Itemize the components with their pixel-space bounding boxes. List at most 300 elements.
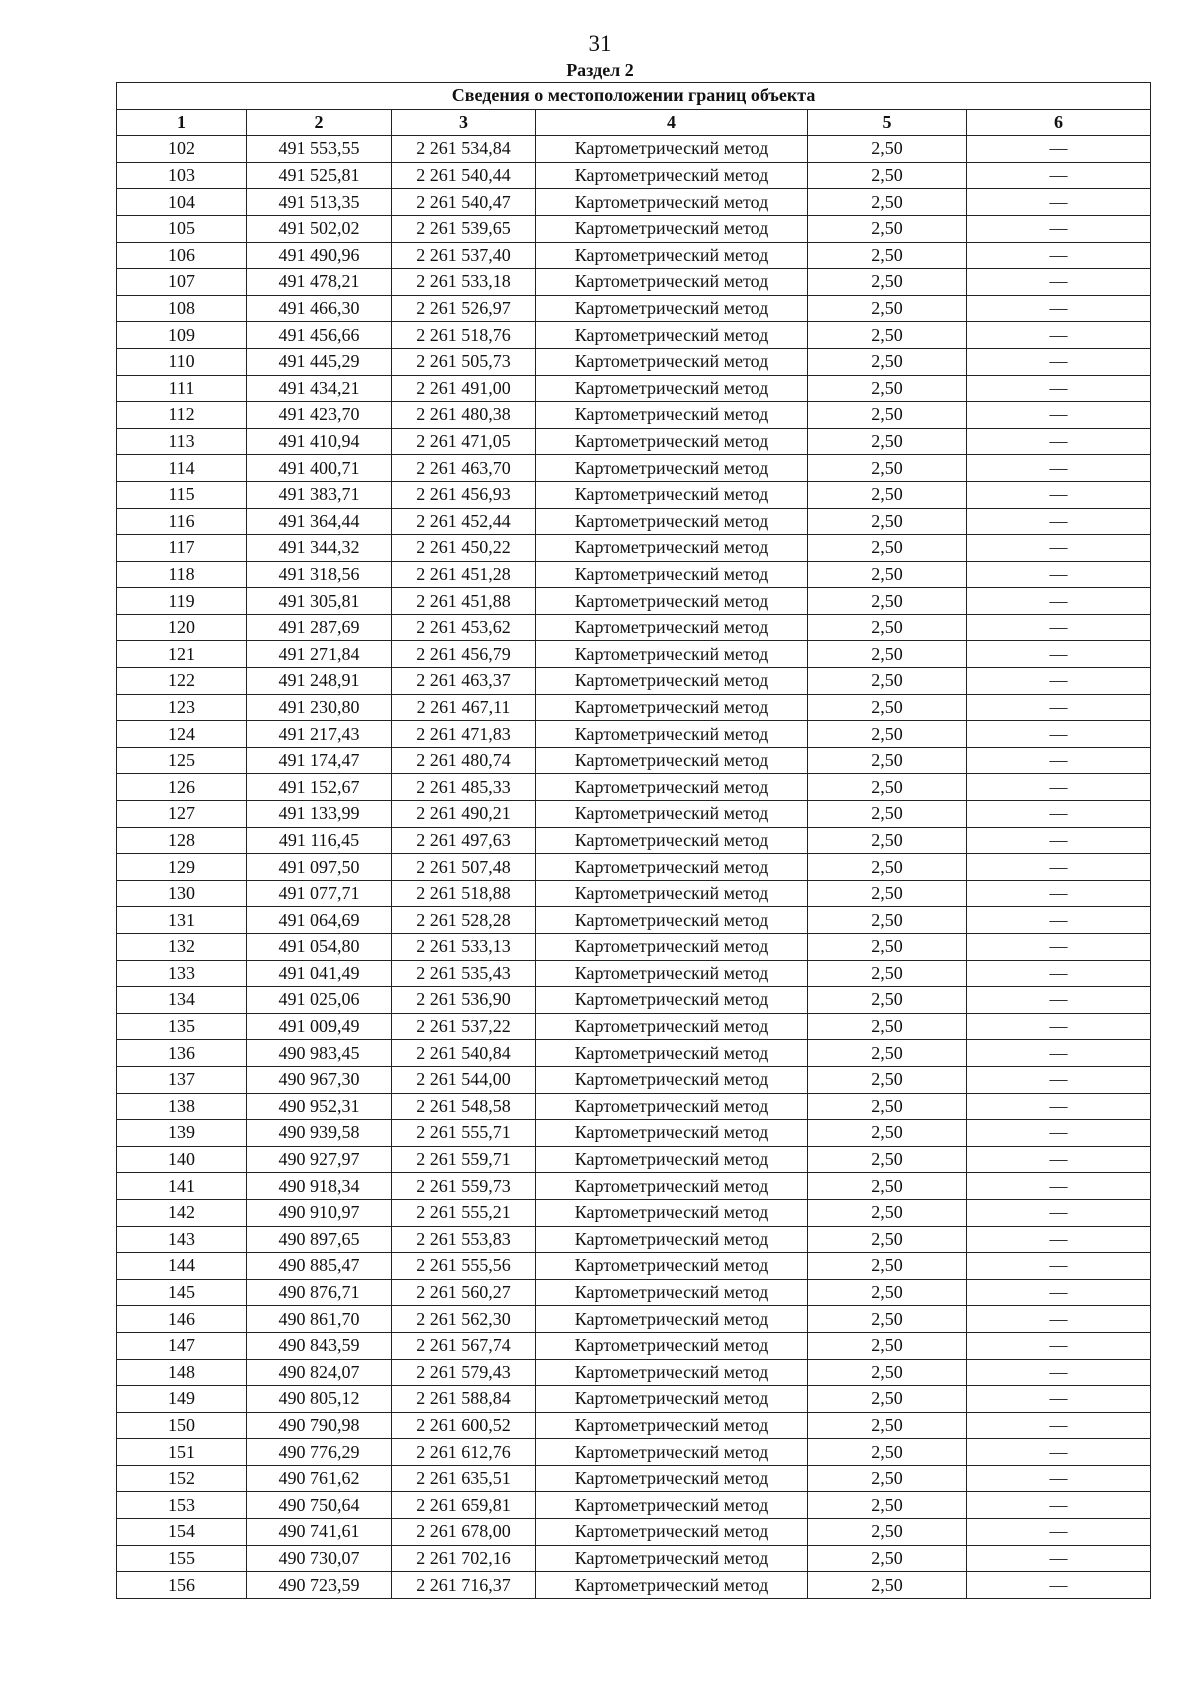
- x-coordinate-cell: 490 843,59: [247, 1332, 392, 1359]
- y-coordinate-cell: 2 261 533,13: [392, 934, 536, 961]
- y-coordinate-cell: 2 261 555,71: [392, 1120, 536, 1147]
- accuracy-cell: 2,50: [808, 1359, 967, 1386]
- method-cell: Картометрический метод: [536, 987, 808, 1014]
- accuracy-cell: 2,50: [808, 1332, 967, 1359]
- x-coordinate-cell: 491 217,43: [247, 721, 392, 748]
- description-cell: —: [967, 774, 1151, 801]
- x-coordinate-cell: 491 318,56: [247, 561, 392, 588]
- point-number-cell: 103: [117, 162, 247, 189]
- accuracy-cell: 2,50: [808, 934, 967, 961]
- point-number-cell: 156: [117, 1572, 247, 1599]
- point-number-cell: 112: [117, 402, 247, 429]
- description-cell: —: [967, 694, 1151, 721]
- method-cell: Картометрический метод: [536, 774, 808, 801]
- method-cell: Картометрический метод: [536, 721, 808, 748]
- point-number-cell: 132: [117, 934, 247, 961]
- method-cell: Картометрический метод: [536, 136, 808, 163]
- accuracy-cell: 2,50: [808, 747, 967, 774]
- x-coordinate-cell: 490 761,62: [247, 1465, 392, 1492]
- point-number-cell: 118: [117, 561, 247, 588]
- x-coordinate-cell: 490 824,07: [247, 1359, 392, 1386]
- y-coordinate-cell: 2 261 559,73: [392, 1173, 536, 1200]
- point-number-cell: 124: [117, 721, 247, 748]
- x-coordinate-cell: 491 116,45: [247, 827, 392, 854]
- method-cell: Картометрический метод: [536, 269, 808, 296]
- description-cell: —: [967, 934, 1151, 961]
- x-coordinate-cell: 491 097,50: [247, 854, 392, 881]
- x-coordinate-cell: 491 478,21: [247, 269, 392, 296]
- y-coordinate-cell: 2 261 659,81: [392, 1492, 536, 1519]
- x-coordinate-cell: 490 967,30: [247, 1066, 392, 1093]
- description-cell: —: [967, 1332, 1151, 1359]
- point-number-cell: 141: [117, 1173, 247, 1200]
- accuracy-cell: 2,50: [808, 1465, 967, 1492]
- point-number-cell: 134: [117, 987, 247, 1014]
- description-cell: —: [967, 215, 1151, 242]
- method-cell: Картометрический метод: [536, 1332, 808, 1359]
- accuracy-cell: 2,50: [808, 588, 967, 615]
- y-coordinate-cell: 2 261 579,43: [392, 1359, 536, 1386]
- y-coordinate-cell: 2 261 539,65: [392, 215, 536, 242]
- accuracy-cell: 2,50: [808, 641, 967, 668]
- point-number-cell: 113: [117, 428, 247, 455]
- description-cell: —: [967, 1013, 1151, 1040]
- y-coordinate-cell: 2 261 505,73: [392, 348, 536, 375]
- table-row: [117, 375, 1151, 402]
- accuracy-cell: 2,50: [808, 1492, 967, 1519]
- x-coordinate-cell: 491 423,70: [247, 402, 392, 429]
- description-cell: —: [967, 1146, 1151, 1173]
- point-number-cell: 151: [117, 1439, 247, 1466]
- x-coordinate-cell: 491 344,32: [247, 535, 392, 562]
- point-number-cell: 117: [117, 535, 247, 562]
- x-coordinate-cell: 491 383,71: [247, 481, 392, 508]
- y-coordinate-cell: 2 261 537,40: [392, 242, 536, 269]
- y-coordinate-cell: 2 261 463,70: [392, 455, 536, 482]
- method-cell: Картометрический метод: [536, 588, 808, 615]
- table-row: [117, 1332, 1151, 1359]
- x-coordinate-cell: 491 490,96: [247, 242, 392, 269]
- accuracy-cell: 2,50: [808, 1386, 967, 1413]
- method-cell: Картометрический метод: [536, 668, 808, 695]
- description-cell: —: [967, 747, 1151, 774]
- method-cell: Картометрический метод: [536, 1199, 808, 1226]
- y-coordinate-cell: 2 261 678,00: [392, 1519, 536, 1546]
- table-row: [117, 1279, 1151, 1306]
- x-coordinate-cell: 491 230,80: [247, 694, 392, 721]
- method-cell: Картометрический метод: [536, 907, 808, 934]
- y-coordinate-cell: 2 261 588,84: [392, 1386, 536, 1413]
- accuracy-cell: 2,50: [808, 348, 967, 375]
- accuracy-cell: 2,50: [808, 1146, 967, 1173]
- table-row: [117, 561, 1151, 588]
- description-cell: —: [967, 348, 1151, 375]
- table-row: [117, 880, 1151, 907]
- x-coordinate-cell: 491 445,29: [247, 348, 392, 375]
- method-cell: Картометрический метод: [536, 295, 808, 322]
- method-cell: Картометрический метод: [536, 481, 808, 508]
- point-number-cell: 139: [117, 1120, 247, 1147]
- accuracy-cell: 2,50: [808, 322, 967, 349]
- accuracy-cell: 2,50: [808, 215, 967, 242]
- table-row: [117, 1146, 1151, 1173]
- point-number-cell: 122: [117, 668, 247, 695]
- description-cell: —: [967, 428, 1151, 455]
- accuracy-cell: 2,50: [808, 1199, 967, 1226]
- accuracy-cell: 2,50: [808, 827, 967, 854]
- accuracy-cell: 2,50: [808, 402, 967, 429]
- method-cell: Картометрический метод: [536, 1412, 808, 1439]
- description-cell: —: [967, 269, 1151, 296]
- table-title-row: [117, 83, 1151, 110]
- method-cell: Картометрический метод: [536, 880, 808, 907]
- method-cell: Картометрический метод: [536, 1545, 808, 1572]
- method-cell: Картометрический метод: [536, 375, 808, 402]
- table-row: [117, 641, 1151, 668]
- y-coordinate-cell: 2 261 471,05: [392, 428, 536, 455]
- y-coordinate-cell: 2 261 612,76: [392, 1439, 536, 1466]
- y-coordinate-cell: 2 261 491,00: [392, 375, 536, 402]
- accuracy-cell: 2,50: [808, 508, 967, 535]
- description-cell: —: [967, 854, 1151, 881]
- description-cell: —: [967, 960, 1151, 987]
- description-cell: —: [967, 1519, 1151, 1546]
- point-number-cell: 110: [117, 348, 247, 375]
- table-row: [117, 960, 1151, 987]
- x-coordinate-cell: 491 456,66: [247, 322, 392, 349]
- table-row: [117, 189, 1151, 216]
- y-coordinate-cell: 2 261 518,88: [392, 880, 536, 907]
- point-number-cell: 114: [117, 455, 247, 482]
- point-number-cell: 138: [117, 1093, 247, 1120]
- accuracy-cell: 2,50: [808, 375, 967, 402]
- x-coordinate-cell: 491 041,49: [247, 960, 392, 987]
- description-cell: —: [967, 375, 1151, 402]
- accuracy-cell: 2,50: [808, 481, 967, 508]
- x-coordinate-cell: 490 939,58: [247, 1120, 392, 1147]
- point-number-cell: 140: [117, 1146, 247, 1173]
- x-coordinate-cell: 491 287,69: [247, 614, 392, 641]
- method-cell: Картометрический метод: [536, 1572, 808, 1599]
- column-header: 3: [392, 109, 536, 136]
- x-coordinate-cell: 491 174,47: [247, 747, 392, 774]
- x-coordinate-cell: 490 876,71: [247, 1279, 392, 1306]
- y-coordinate-cell: 2 261 526,97: [392, 295, 536, 322]
- point-number-cell: 115: [117, 481, 247, 508]
- y-coordinate-cell: 2 261 451,28: [392, 561, 536, 588]
- table-row: [117, 428, 1151, 455]
- description-cell: —: [967, 1412, 1151, 1439]
- method-cell: Картометрический метод: [536, 242, 808, 269]
- description-cell: —: [967, 561, 1151, 588]
- y-coordinate-cell: 2 261 562,30: [392, 1306, 536, 1333]
- accuracy-cell: 2,50: [808, 614, 967, 641]
- x-coordinate-cell: 490 927,97: [247, 1146, 392, 1173]
- point-number-cell: 148: [117, 1359, 247, 1386]
- x-coordinate-cell: 490 885,47: [247, 1253, 392, 1280]
- accuracy-cell: 2,50: [808, 269, 967, 296]
- accuracy-cell: 2,50: [808, 1412, 967, 1439]
- y-coordinate-cell: 2 261 480,38: [392, 402, 536, 429]
- accuracy-cell: 2,50: [808, 162, 967, 189]
- accuracy-cell: 2,50: [808, 1066, 967, 1093]
- table-row: [117, 136, 1151, 163]
- section-title: Раздел 2: [566, 60, 634, 80]
- y-coordinate-cell: 2 261 518,76: [392, 322, 536, 349]
- accuracy-cell: 2,50: [808, 721, 967, 748]
- accuracy-cell: 2,50: [808, 1545, 967, 1572]
- y-coordinate-cell: 2 261 533,18: [392, 269, 536, 296]
- description-cell: —: [967, 1359, 1151, 1386]
- boundary-coordinates-table: [116, 82, 1151, 1599]
- table-row: [117, 1253, 1151, 1280]
- y-coordinate-cell: 2 261 544,00: [392, 1066, 536, 1093]
- table-row: [117, 588, 1151, 615]
- point-number-cell: 109: [117, 322, 247, 349]
- accuracy-cell: 2,50: [808, 1226, 967, 1253]
- point-number-cell: 106: [117, 242, 247, 269]
- description-cell: —: [967, 1199, 1151, 1226]
- table-row: [117, 721, 1151, 748]
- accuracy-cell: 2,50: [808, 428, 967, 455]
- accuracy-cell: 2,50: [808, 242, 967, 269]
- point-number-cell: 131: [117, 907, 247, 934]
- y-coordinate-cell: 2 261 536,90: [392, 987, 536, 1014]
- description-cell: —: [967, 535, 1151, 562]
- description-cell: —: [967, 322, 1151, 349]
- table-row: [117, 348, 1151, 375]
- x-coordinate-cell: 491 553,55: [247, 136, 392, 163]
- description-cell: —: [967, 136, 1151, 163]
- table-row: [117, 934, 1151, 961]
- description-cell: —: [967, 987, 1151, 1014]
- y-coordinate-cell: 2 261 480,74: [392, 747, 536, 774]
- point-number-cell: 142: [117, 1199, 247, 1226]
- y-coordinate-cell: 2 261 540,44: [392, 162, 536, 189]
- y-coordinate-cell: 2 261 507,48: [392, 854, 536, 881]
- table-title: Сведения о местоположении границ объекта: [117, 83, 1151, 110]
- x-coordinate-cell: 490 750,64: [247, 1492, 392, 1519]
- table-row: [117, 668, 1151, 695]
- description-cell: —: [967, 1120, 1151, 1147]
- x-coordinate-cell: 491 410,94: [247, 428, 392, 455]
- accuracy-cell: 2,50: [808, 136, 967, 163]
- table-row: [117, 1519, 1151, 1546]
- y-coordinate-cell: 2 261 716,37: [392, 1572, 536, 1599]
- table-row: [117, 694, 1151, 721]
- description-cell: —: [967, 1279, 1151, 1306]
- y-coordinate-cell: 2 261 451,88: [392, 588, 536, 615]
- accuracy-cell: 2,50: [808, 774, 967, 801]
- accuracy-cell: 2,50: [808, 1040, 967, 1067]
- y-coordinate-cell: 2 261 548,58: [392, 1093, 536, 1120]
- method-cell: Картометрический метод: [536, 215, 808, 242]
- table-row: [117, 1412, 1151, 1439]
- x-coordinate-cell: 490 983,45: [247, 1040, 392, 1067]
- table-row: [117, 854, 1151, 881]
- x-coordinate-cell: 491 513,35: [247, 189, 392, 216]
- y-coordinate-cell: 2 261 528,28: [392, 907, 536, 934]
- accuracy-cell: 2,50: [808, 854, 967, 881]
- y-coordinate-cell: 2 261 534,84: [392, 136, 536, 163]
- y-coordinate-cell: 2 261 600,52: [392, 1412, 536, 1439]
- method-cell: Картометрический метод: [536, 694, 808, 721]
- method-cell: Картометрический метод: [536, 535, 808, 562]
- accuracy-cell: 2,50: [808, 880, 967, 907]
- x-coordinate-cell: 491 466,30: [247, 295, 392, 322]
- method-cell: Картометрический метод: [536, 1120, 808, 1147]
- description-cell: —: [967, 1066, 1151, 1093]
- y-coordinate-cell: 2 261 553,83: [392, 1226, 536, 1253]
- point-number-cell: 144: [117, 1253, 247, 1280]
- method-cell: Картометрический метод: [536, 1040, 808, 1067]
- x-coordinate-cell: 491 009,49: [247, 1013, 392, 1040]
- method-cell: Картометрический метод: [536, 1093, 808, 1120]
- method-cell: Картометрический метод: [536, 1386, 808, 1413]
- description-cell: —: [967, 907, 1151, 934]
- page-number: 31: [588, 31, 612, 56]
- description-cell: —: [967, 1572, 1151, 1599]
- point-number-cell: 146: [117, 1306, 247, 1333]
- point-number-cell: 127: [117, 801, 247, 828]
- table-row: [117, 1120, 1151, 1147]
- method-cell: Картометрический метод: [536, 934, 808, 961]
- method-cell: Картометрический метод: [536, 614, 808, 641]
- table-row: [117, 1465, 1151, 1492]
- method-cell: Картометрический метод: [536, 641, 808, 668]
- x-coordinate-cell: 491 400,71: [247, 455, 392, 482]
- accuracy-cell: 2,50: [808, 535, 967, 562]
- description-cell: —: [967, 1465, 1151, 1492]
- point-number-cell: 135: [117, 1013, 247, 1040]
- method-cell: Картометрический метод: [536, 1226, 808, 1253]
- point-number-cell: 107: [117, 269, 247, 296]
- table-row: [117, 1173, 1151, 1200]
- table-row: [117, 1572, 1151, 1599]
- method-cell: Картометрический метод: [536, 1279, 808, 1306]
- column-header: 5: [808, 109, 967, 136]
- point-number-cell: 102: [117, 136, 247, 163]
- method-cell: Картометрический метод: [536, 1253, 808, 1280]
- description-cell: —: [967, 1306, 1151, 1333]
- point-number-cell: 126: [117, 774, 247, 801]
- accuracy-cell: 2,50: [808, 1572, 967, 1599]
- column-header: 4: [536, 109, 808, 136]
- x-coordinate-cell: 490 805,12: [247, 1386, 392, 1413]
- description-cell: —: [967, 1439, 1151, 1466]
- description-cell: —: [967, 801, 1151, 828]
- point-number-cell: 128: [117, 827, 247, 854]
- method-cell: Картометрический метод: [536, 189, 808, 216]
- description-cell: —: [967, 1226, 1151, 1253]
- y-coordinate-cell: 2 261 540,84: [392, 1040, 536, 1067]
- point-number-cell: 116: [117, 508, 247, 535]
- point-number-cell: 152: [117, 1465, 247, 1492]
- x-coordinate-cell: 490 861,70: [247, 1306, 392, 1333]
- y-coordinate-cell: 2 261 567,74: [392, 1332, 536, 1359]
- point-number-cell: 153: [117, 1492, 247, 1519]
- description-cell: —: [967, 1492, 1151, 1519]
- table-row: [117, 907, 1151, 934]
- point-number-cell: 130: [117, 880, 247, 907]
- x-coordinate-cell: 490 790,98: [247, 1412, 392, 1439]
- method-cell: Картометрический метод: [536, 960, 808, 987]
- x-coordinate-cell: 490 918,34: [247, 1173, 392, 1200]
- table-row: [117, 801, 1151, 828]
- description-cell: —: [967, 402, 1151, 429]
- table-row: [117, 1199, 1151, 1226]
- table-row: [117, 1306, 1151, 1333]
- table-row: [117, 1066, 1151, 1093]
- x-coordinate-cell: 490 897,65: [247, 1226, 392, 1253]
- method-cell: Картометрический метод: [536, 747, 808, 774]
- point-number-cell: 154: [117, 1519, 247, 1546]
- accuracy-cell: 2,50: [808, 987, 967, 1014]
- accuracy-cell: 2,50: [808, 1120, 967, 1147]
- x-coordinate-cell: 491 434,21: [247, 375, 392, 402]
- y-coordinate-cell: 2 261 490,21: [392, 801, 536, 828]
- point-number-cell: 125: [117, 747, 247, 774]
- description-cell: —: [967, 1173, 1151, 1200]
- point-number-cell: 111: [117, 375, 247, 402]
- table-row: [117, 535, 1151, 562]
- description-cell: —: [967, 880, 1151, 907]
- table-row: [117, 455, 1151, 482]
- method-cell: Картометрический метод: [536, 508, 808, 535]
- description-cell: —: [967, 162, 1151, 189]
- point-number-cell: 137: [117, 1066, 247, 1093]
- accuracy-cell: 2,50: [808, 907, 967, 934]
- x-coordinate-cell: 491 248,91: [247, 668, 392, 695]
- point-number-cell: 120: [117, 614, 247, 641]
- description-cell: —: [967, 508, 1151, 535]
- column-header: 2: [247, 109, 392, 136]
- method-cell: Картометрический метод: [536, 1173, 808, 1200]
- accuracy-cell: 2,50: [808, 668, 967, 695]
- x-coordinate-cell: 491 133,99: [247, 801, 392, 828]
- y-coordinate-cell: 2 261 540,47: [392, 189, 536, 216]
- accuracy-cell: 2,50: [808, 189, 967, 216]
- description-cell: —: [967, 614, 1151, 641]
- x-coordinate-cell: 491 305,81: [247, 588, 392, 615]
- table-row: [117, 774, 1151, 801]
- description-cell: —: [967, 827, 1151, 854]
- table-row: [117, 508, 1151, 535]
- point-number-cell: 155: [117, 1545, 247, 1572]
- y-coordinate-cell: 2 261 555,56: [392, 1253, 536, 1280]
- x-coordinate-cell: 491 502,02: [247, 215, 392, 242]
- table-row: [117, 402, 1151, 429]
- y-coordinate-cell: 2 261 702,16: [392, 1545, 536, 1572]
- y-coordinate-cell: 2 261 456,93: [392, 481, 536, 508]
- y-coordinate-cell: 2 261 535,43: [392, 960, 536, 987]
- method-cell: Картометрический метод: [536, 1492, 808, 1519]
- x-coordinate-cell: 491 152,67: [247, 774, 392, 801]
- description-cell: —: [967, 481, 1151, 508]
- y-coordinate-cell: 2 261 471,83: [392, 721, 536, 748]
- x-coordinate-cell: 491 025,06: [247, 987, 392, 1014]
- method-cell: Картометрический метод: [536, 1359, 808, 1386]
- method-cell: Картометрический метод: [536, 402, 808, 429]
- point-number-cell: 119: [117, 588, 247, 615]
- point-number-cell: 105: [117, 215, 247, 242]
- method-cell: Картометрический метод: [536, 1066, 808, 1093]
- y-coordinate-cell: 2 261 485,33: [392, 774, 536, 801]
- description-cell: —: [967, 455, 1151, 482]
- table-row: [117, 1040, 1151, 1067]
- description-cell: —: [967, 1386, 1151, 1413]
- accuracy-cell: 2,50: [808, 1306, 967, 1333]
